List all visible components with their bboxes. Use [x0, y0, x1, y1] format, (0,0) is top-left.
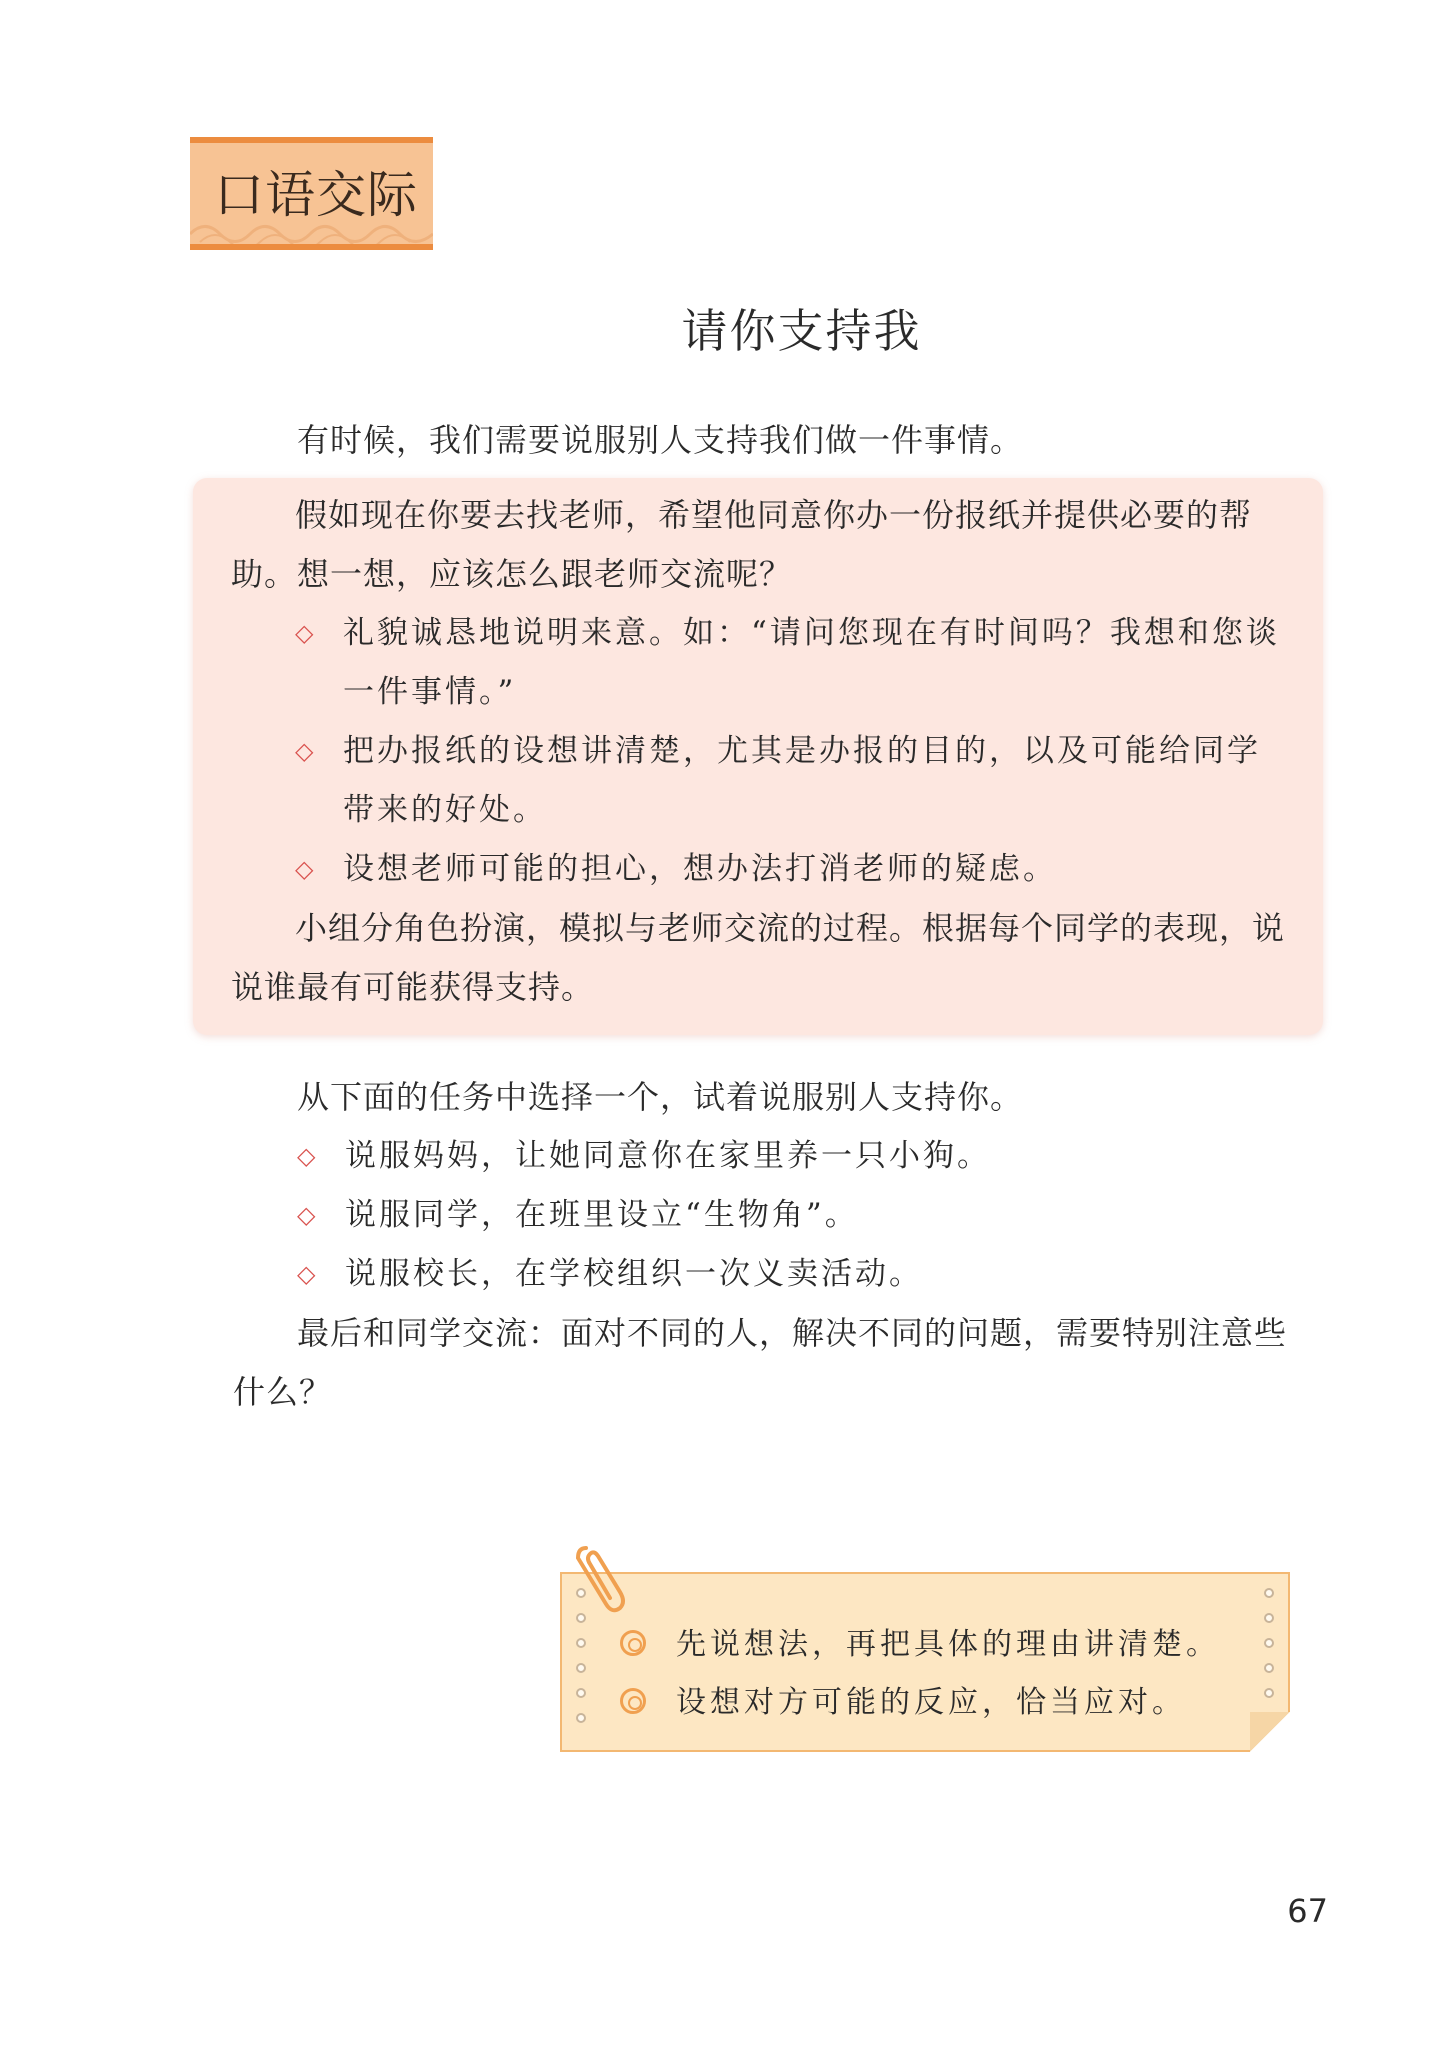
task-box	[193, 478, 1323, 1035]
bullet-text: 礼貌诚恳地说明来意。如：“请问您现在有时间吗？我想和您谈一件事情。”	[343, 615, 1280, 710]
note-holes-right	[1264, 1588, 1274, 1698]
ring-icon	[620, 1630, 646, 1656]
bullet-text: 设想老师可能的担心，想办法打消老师的疑虑。	[343, 851, 1057, 887]
task2-closing: 最后和同学交流：面对不同的人，解决不同的问题，需要特别注意些什么？	[233, 1314, 1288, 1411]
list-item	[620, 1616, 1220, 1674]
hole-icon	[1264, 1613, 1274, 1623]
task-bullets	[231, 604, 1291, 899]
bullet-text: 把办报纸的设想讲清楚，尤其是办报的目的，以及可能给同学带来的好处。	[343, 733, 1261, 828]
list-item	[233, 1127, 1293, 1186]
diamond-icon: ◇	[297, 1201, 319, 1229]
diamond-icon: ◇	[295, 855, 317, 883]
hole-icon	[1264, 1663, 1274, 1673]
tips-list	[620, 1616, 1220, 1732]
bullet-text: 说服同学，在班里设立“生物角”。	[345, 1197, 859, 1233]
page-fold-decoration	[1250, 1712, 1290, 1752]
bullet-text: 说服校长，在学校组织一次义卖活动。	[345, 1256, 923, 1292]
ring-icon	[620, 1688, 646, 1714]
hole-icon	[1264, 1638, 1274, 1648]
diamond-icon: ◇	[295, 737, 317, 765]
list-item	[620, 1674, 1220, 1732]
task2-bullets	[233, 1127, 1293, 1304]
hole-icon	[1264, 1588, 1274, 1598]
task2-lead: 从下面的任务中选择一个，试着说服别人支持你。	[297, 1078, 1024, 1116]
page-number: 67	[1287, 1892, 1328, 1930]
task2-block	[233, 1068, 1293, 1422]
hole-icon	[576, 1663, 586, 1673]
list-item	[233, 1186, 1293, 1245]
task-lead: 假如现在你要去找老师，希望他同意你办一份报纸并提供必要的帮助。想一想，应该怎么跟老师交流呢？	[231, 496, 1253, 593]
hole-icon	[1264, 1688, 1274, 1698]
hole-icon	[576, 1713, 586, 1723]
section-label: 口语交际	[214, 166, 418, 224]
list-item	[233, 1245, 1293, 1304]
list-item	[231, 840, 1291, 899]
paperclip-icon	[568, 1540, 628, 1620]
tip-text: 先说想法，再把具体的理由讲清楚。	[676, 1627, 1220, 1662]
hole-icon	[576, 1638, 586, 1648]
bullet-text: 说服妈妈，让她同意你在家里养一只小狗。	[345, 1138, 991, 1174]
tips-note	[560, 1572, 1290, 1752]
diamond-icon: ◇	[297, 1260, 319, 1288]
intro-paragraph: 有时候，我们需要说服别人支持我们做一件事情。	[297, 421, 1024, 459]
task-closing: 小组分角色扮演，模拟与老师交流的过程。根据每个同学的表现，说说谁最有可能获得支持。	[231, 909, 1286, 1006]
list-item	[231, 604, 1291, 722]
list-item	[231, 722, 1291, 840]
section-badge	[190, 137, 433, 250]
diamond-icon: ◇	[297, 1142, 319, 1170]
tip-text: 设想对方可能的反应，恰当应对。	[676, 1685, 1186, 1720]
page-title: 请你支持我	[681, 304, 922, 358]
diamond-icon: ◇	[295, 619, 317, 647]
hole-icon	[576, 1688, 586, 1698]
